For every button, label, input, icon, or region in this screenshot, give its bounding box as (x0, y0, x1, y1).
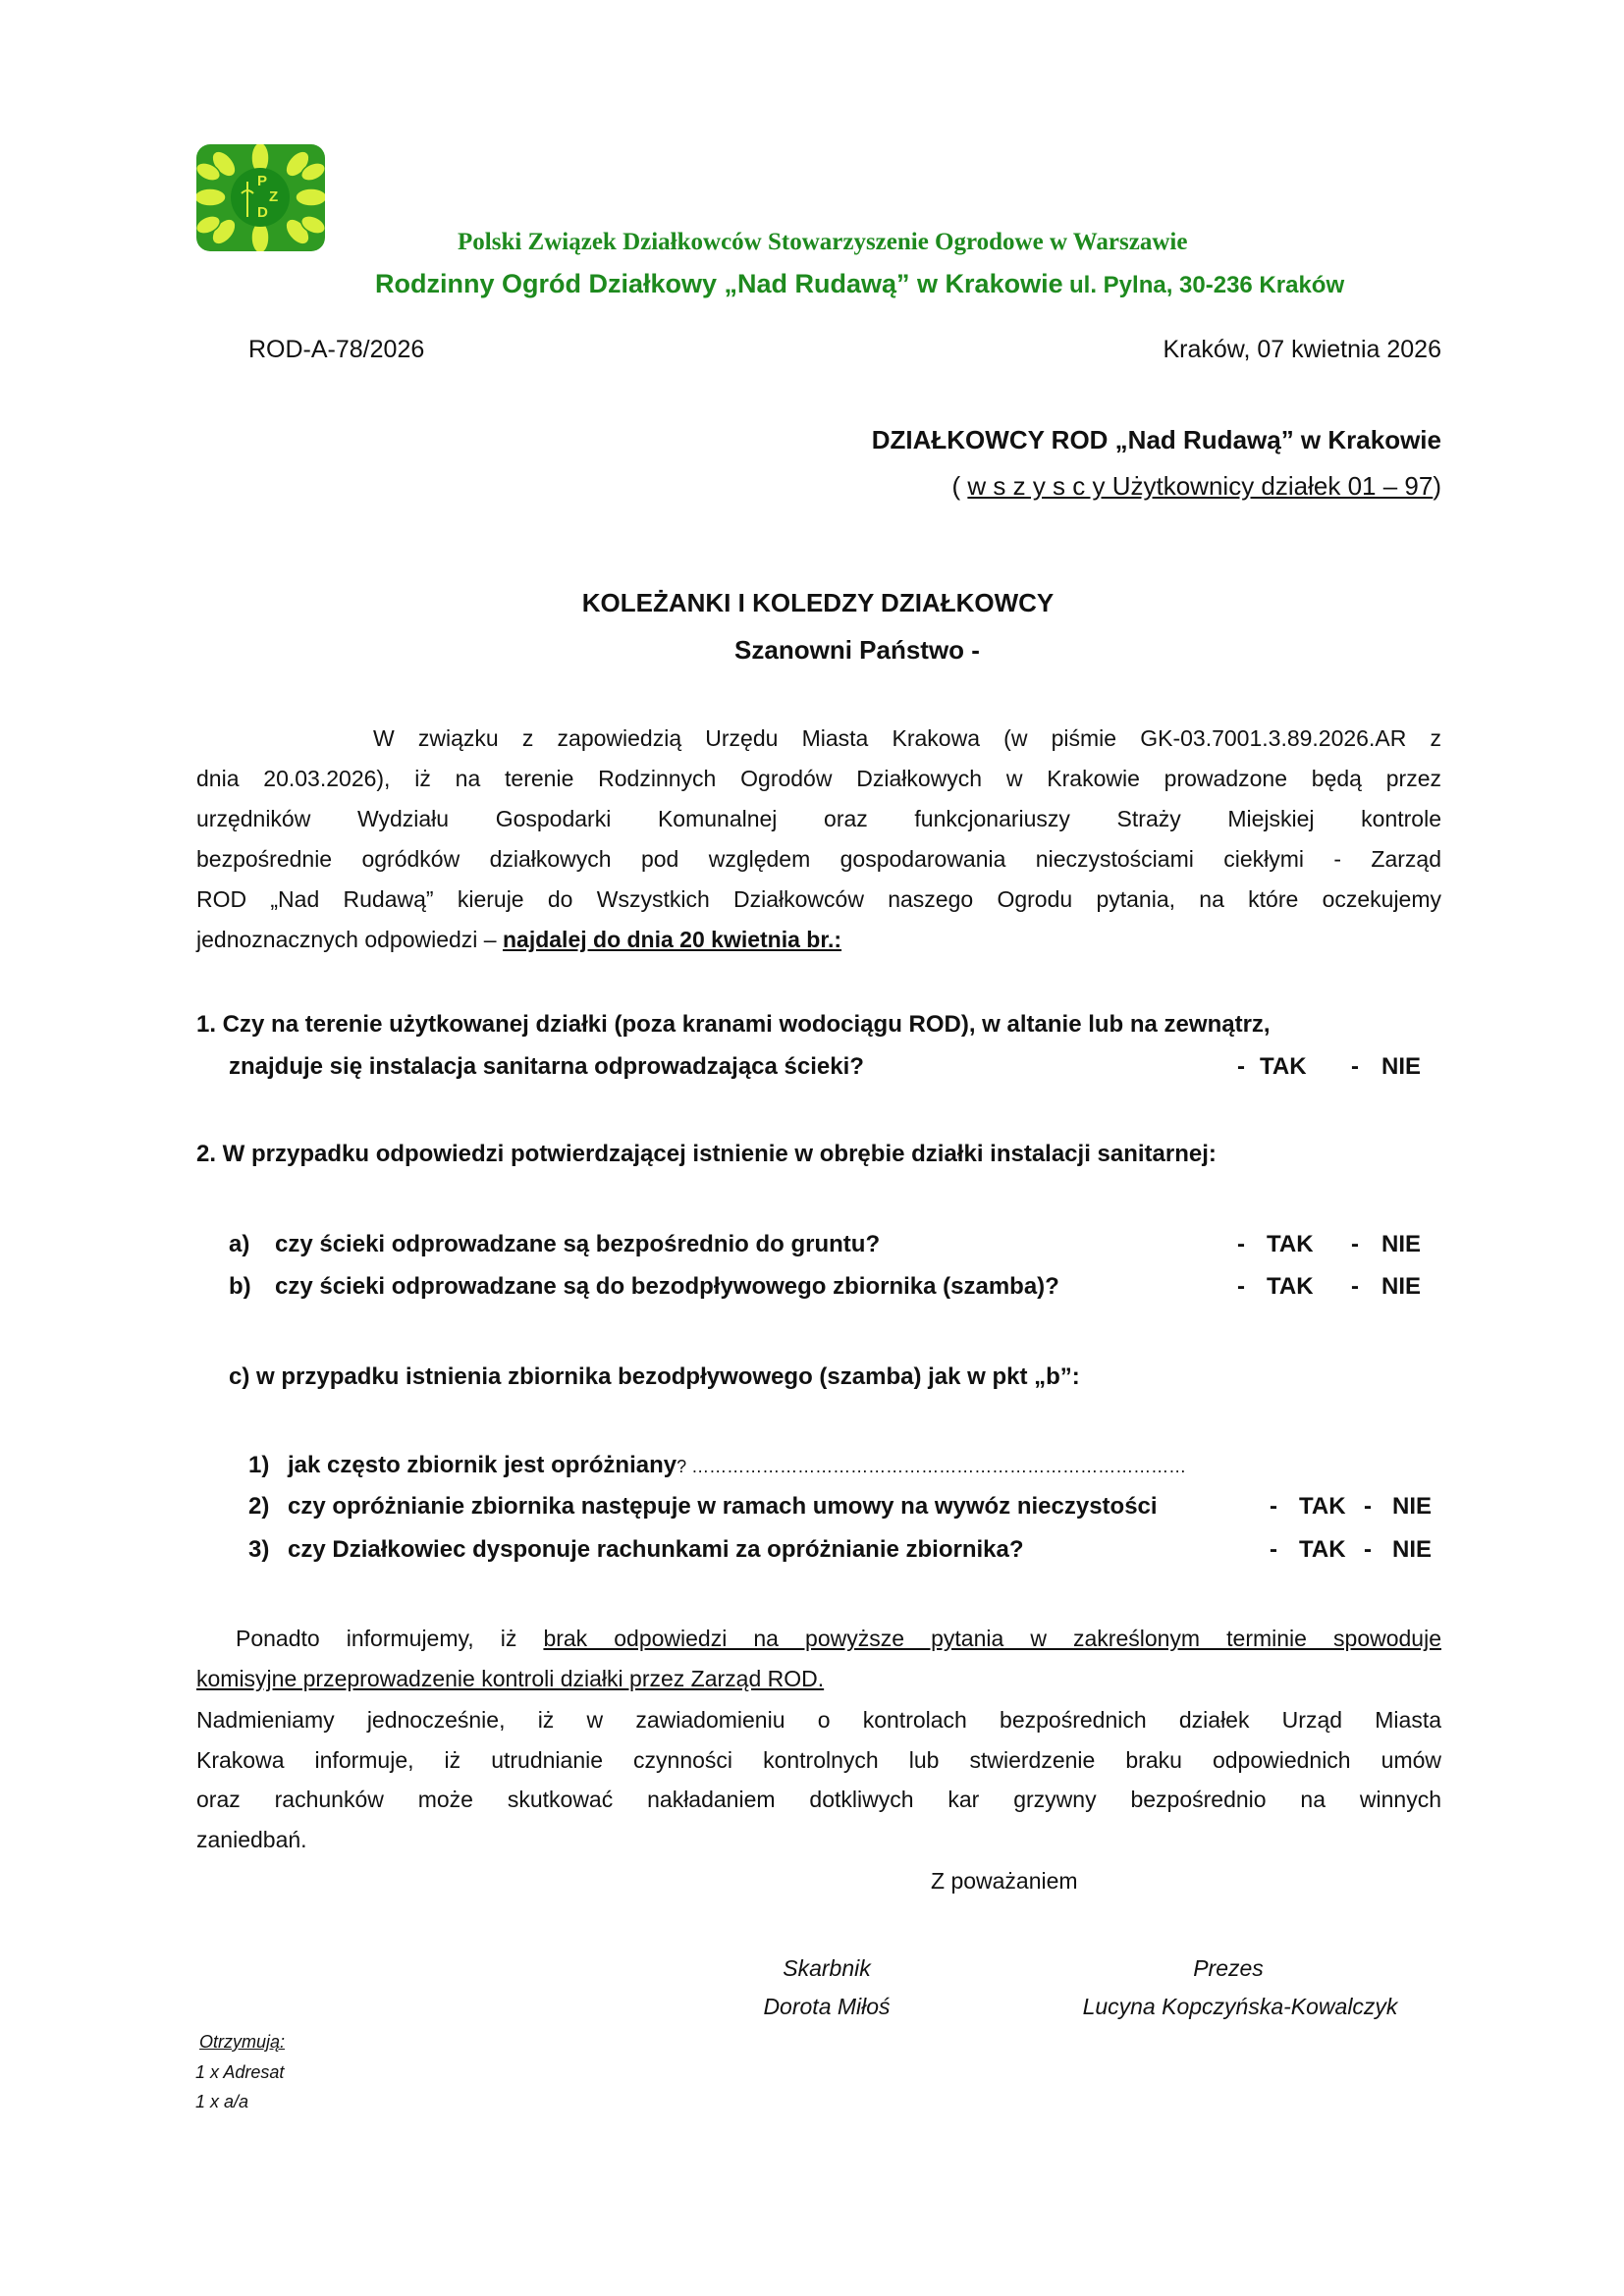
dash: - (1270, 1536, 1277, 1563)
question-b-label: b) (229, 1273, 251, 1300)
pzd-logo (196, 144, 325, 251)
paren-open: ( (951, 471, 968, 501)
dash: - (1237, 1053, 1245, 1080)
deadline: najdalej do dnia 20 kwietnia br.: (502, 927, 842, 952)
addressee-line2 (951, 466, 1441, 506)
garden-address: ul. Pylna, 30-236 Kraków (1069, 272, 1345, 298)
dash: - (1237, 1231, 1245, 1257)
question-c1 (288, 1446, 1186, 1485)
addressee-scope: w s z y s c y Użytkownicy działek 01 – 97 (967, 471, 1434, 501)
signature-name-president: Lucyna Kopczyńska-Kowalczyk (1082, 1994, 1398, 2019)
dash: - (1351, 1231, 1359, 1257)
notice-line (236, 1619, 1441, 1658)
answer-no[interactable]: NIE (1381, 1273, 1422, 1300)
answer-no[interactable]: NIE (1381, 1231, 1422, 1257)
svg-text:D: D (257, 204, 268, 221)
addressee-line1: DZIAŁKOWCY ROD „Nad Rudawą” w Krakowie (871, 425, 1441, 454)
answer-yes[interactable]: TAK (1267, 1273, 1314, 1300)
question-c2-label: 2) (248, 1493, 270, 1520)
question-c1-label: 1) (248, 1452, 270, 1478)
question-c3-label: 3) (248, 1536, 270, 1563)
notice-last-line: zaniedbań. (196, 1827, 307, 1852)
question-c2: czy opróżnianie zbiornika następuje w ramach umowy na wywóz nieczystości (288, 1493, 1158, 1520)
answer-yes[interactable]: TAK (1260, 1053, 1307, 1080)
notice-intro: Ponadto informujemy, iż (236, 1626, 544, 1651)
dash: - (1364, 1493, 1372, 1520)
question-c3: czy Działkowiec dysponuje rachunkami za opróżnianie zbiornika? (288, 1536, 1024, 1563)
answer-yes[interactable]: TAK (1299, 1493, 1346, 1520)
dash: - (1351, 1053, 1359, 1080)
distribution-item: 1 x Adresat (195, 2062, 285, 2082)
intro-line: W związku z zapowiedzią Urzędu Miasta Krakowa (w piśmie GK-03.7001.3.89.2026.AR z (373, 725, 1441, 751)
salutation-title: KOLEŻANKI I KOLEDZY DZIAŁKOWCY (581, 588, 1055, 617)
answer-no[interactable]: NIE (1392, 1493, 1433, 1520)
dash: - (1351, 1273, 1359, 1300)
notice-line: Nadmieniamy jednocześnie, iż w zawiadomieniu o kontrolach bezpośrednich działek Urząd Miasta (196, 1707, 1441, 1733)
signature-name-treasurer: Dorota Miłoś (763, 1994, 891, 2019)
question-c1-text: jak często zbiornik jest opróżniany (288, 1452, 677, 1478)
dash: - (1364, 1536, 1372, 1563)
notice-warning-cont: komisyjne przeprowadzenie kontroli działki przez Zarząd ROD. (196, 1666, 825, 1691)
question-1-cont: znajduje się instalacja sanitarna odprowadzająca ścieki? (229, 1053, 864, 1080)
notice-line: Krakowa informuje, iż utrudnianie czynności kontrolnych lub stwierdzenie braku odpowiednich umów (196, 1747, 1441, 1773)
signature-role-treasurer: Skarbnik (783, 1955, 871, 1981)
answer-no[interactable]: NIE (1392, 1536, 1433, 1563)
notice-warning: brak odpowiedzi na powyższe pytania w zakreślonym terminie spowoduje (543, 1626, 1441, 1651)
question-b: czy ścieki odprowadzane są do bezodpływowego zbiornika (szamba)? (275, 1273, 1059, 1300)
dash: - (1237, 1273, 1245, 1300)
intro-last-line (196, 920, 841, 959)
paren-close: ) (1433, 471, 1441, 501)
intro-line: urzędników Wydziału Gospodarki Komunalnej oraz funkcjonariuszy Straży Miejskiej kontrole (196, 806, 1441, 831)
question-c: c) w przypadku istnienia zbiornika bezodpływowego (szamba) jak w pkt „b”: (229, 1363, 1080, 1390)
signature-role-president: Prezes (1193, 1955, 1264, 1981)
question-a-label: a) (229, 1231, 250, 1257)
letter-date: Kraków, 07 kwietnia 2026 (1163, 336, 1441, 363)
intro-last-text: jednoznacznych odpowiedzi – (196, 927, 503, 952)
intro-line: bezpośrednie ogródków działkowych pod względem gospodarowania nieczystościami ciekłymi - Zarząd (196, 846, 1441, 872)
garden-header (375, 264, 1344, 303)
answer-no[interactable]: NIE (1381, 1053, 1422, 1080)
svg-text:P: P (257, 173, 268, 189)
distribution-item: 1 x a/a (195, 2092, 249, 2111)
answer-yes[interactable]: TAK (1267, 1231, 1314, 1257)
closing: Z poważaniem (931, 1868, 1078, 1894)
intro-line: dnia 20.03.2026), iż na terenie Rodzinnych Ogrodów Działkowych w Krakowie prowadzone będą przez (196, 766, 1441, 791)
svg-text:Z: Z (269, 188, 279, 205)
association-name: Polski Związek Działkowców Stowarzyszenie Ogrodowe w Warszawie (458, 229, 1188, 255)
question-a: czy ścieki odprowadzane są bezpośrednio do gruntu? (275, 1231, 881, 1257)
garden-name: Rodzinny Ogród Działkowy „Nad Rudawą” w Krakowie (375, 269, 1063, 298)
question-2: 2. W przypadku odpowiedzi potwierdzającej istnienie w obrębie działki instalacji sanitarnej: (196, 1141, 1217, 1167)
distribution-title: Otrzymują: (199, 2032, 286, 2052)
answer-blank[interactable]: ? ………………………………………………………………………… (677, 1457, 1187, 1476)
reference-number: ROD-A-78/2026 (248, 336, 425, 363)
notice-line: oraz rachunków może skutkować nakładaniem dotkliwych kar grzywny bezpośrednio na winnych (196, 1787, 1441, 1812)
question-1: 1. Czy na terenie użytkowanej działki (poza kranami wodociągu ROD), w altanie lub na zewnątrz, (196, 1011, 1271, 1038)
answer-yes[interactable]: TAK (1299, 1536, 1346, 1563)
salutation-subtitle: Szanowni Państwo - (734, 635, 980, 665)
intro-line: ROD „Nad Rudawą” kieruje do Wszystkich Działkowców naszego Ogrodu pytania, na które oczekujemy (196, 886, 1441, 912)
dash: - (1270, 1493, 1277, 1520)
